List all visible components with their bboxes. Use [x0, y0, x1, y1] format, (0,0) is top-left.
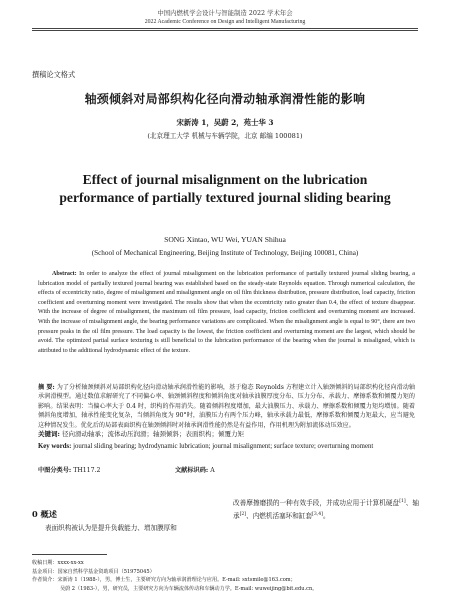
paper-title-cn: 轴颈倾斜对局部织构化径向滑动轴承润滑性能的影响	[84, 92, 366, 106]
intro-text-right-a: 改善摩擦磨损的一种有效手段，并成功应用于计算机硬盘	[233, 499, 400, 508]
intro-text-right	[233, 496, 419, 522]
document-code	[175, 465, 215, 474]
keywords-cn-label: 关键词:	[38, 430, 60, 438]
footnote-received: 收稿日期：xxxx-xx-xx	[32, 560, 84, 566]
footnote-rule	[32, 554, 107, 555]
document-code-value: A	[210, 467, 215, 474]
footnote-author1: 作者简介：宋新涛 1（1988-），男，博士生，主要研究方向为轴承润滑理论与应用。E-mail: sxtsmile@163.com；	[32, 577, 296, 584]
intro-text-right-c: 、内燃机活塞环和缸套	[246, 512, 313, 521]
keywords-en-text: journal sliding bearing; hydrodynamic lubrication; journal misalignment; surface texture; overturning moment	[73, 443, 374, 450]
abstract-en-label: Abstract:	[52, 271, 77, 277]
abstract-en	[38, 270, 415, 356]
classification-row	[38, 465, 415, 474]
keywords-cn	[38, 430, 415, 439]
keywords-cn-text: 径向滑动轴承；流体动压润滑；轴颈倾斜；表面织构；倾覆力矩	[61, 430, 244, 438]
intro-heading: 0 概述	[32, 509, 57, 519]
intro-text-right-d: 。	[322, 512, 330, 521]
conference-name-en: 2022 Academic Conference on Design and Intelligent Manufacturing	[144, 19, 306, 25]
citation-ref: [2]	[239, 512, 247, 518]
affiliation-cn: (北京理工大学 机械与车辆学院，北京 邮编 100081)	[147, 132, 303, 140]
affiliation-en: (School of Mechanical Engineering, Beijing Institute of Technology, Beijing 100081, China)	[91, 249, 359, 257]
clc-label: 中图分类号:	[38, 467, 72, 474]
conference-name-cn: 中国内燃机学会设计与智能制造 2022 学术年会	[157, 9, 293, 17]
footnote-fund: 基金项目：国家自然科学基金资助项目（51975045）	[32, 568, 155, 575]
conference-header	[0, 9, 450, 26]
intro-text-left: 表面织构被认为是提升负载能力、增加膜厚和	[45, 524, 177, 532]
abstract-cn-label: 摘 要:	[38, 384, 55, 391]
abstract-cn-text: 为了分析轴颈倾斜对局部织构化径向滑动轴承润滑性能的影响，基于稳态 Reynolds 方程建立计入轴颈倾斜的局部织构化径向滑动轴承润滑模型。通过数值求解研究了不同偏心率、轴颈倾斜程度和倾斜角度对轴承油膜厚度分布、压力分布、承载力、摩擦系数和倾覆力矩的影响。结果表明：当偏心率大于 0.4 时，织构的作用消失。随着倾斜程度增加，最大油膜压力、承载力、摩擦系数和倾覆力矩均增加。随着倾斜角度增加，轴承性能变化复杂，当倾斜角度为 90°时，油膜压力有两个压力峰，轴承承载力最低，摩擦系数和倾覆力矩最大，应当避免这种情况发生。优化后的局部表面织构在轴颈倾斜时对轴承润滑性能仍然是有益作用，作用机理为附加流体动压效应。	[38, 384, 415, 429]
abstract-en-text: In order to analyze the effect of journal misalignment on the lubrication performance of partially textured journal sliding bearing, a lubrication model of partially textured journal bearing was established based on the steady-state Reynolds equation. Through numerical calculation, the effects of eccentricity ratio, degree of misalignment and misalignment angle on oil film thickness distribution, pressure distribution, load capacity, friction coefficient and overturning moment were investigated. The results show that when the eccentricity ratio greater than 0.4, the effect of texture disappear. With the increase of degree of misalignment, the maximum oil film pressure, load capacity, friction coefficient and overturning moment are increased. With the increase of misalignment angle, the bearing performance variations are complicated. When the misalignment angle is equal to 90°, there are two pressure peaks in the oil film pressure. The load capacity is the lowest, the friction coefficient and overturning moment are the largest, which should be avoid. The optimized partial surface texturing is still beneficial to the lubrication performance of the bearing when the journal is misaligned, which is attributed to the additional hydrodynamic effect of the texture.	[38, 271, 416, 354]
section-label: 撰稿论文格式	[32, 70, 76, 79]
authors-cn: 宋新涛 1，吴蔚 2，苑士华 3	[176, 118, 274, 127]
keywords-en	[38, 442, 415, 451]
clc-value: TH117.2	[73, 467, 101, 474]
header-rule-top	[32, 28, 418, 29]
intro-text-right-b: 、轴承	[233, 499, 420, 521]
keywords-en-label: Key words:	[38, 443, 72, 450]
footnote-author2: 吴蔚 2（1983-），男，研究员，主要研究方向为车辆流体传动和车辆动力学。E-mail: wuweijing@bit.edu.cn。	[60, 585, 318, 592]
citation-ref: [3,4]	[312, 512, 323, 518]
abstract-cn	[38, 383, 415, 430]
header-rule-bottom	[32, 30, 418, 31]
authors-en: SONG Xintao, WU Wei, YUAN Shihua	[164, 235, 286, 244]
paper-title-en: Effect of journal misalignment on the lubrication performance of partially textured journal sliding bearing	[59, 172, 391, 205]
citation-ref: [1]	[399, 499, 406, 504]
document-code-label: 文献标识码:	[175, 467, 209, 474]
footnotes	[32, 559, 424, 593]
